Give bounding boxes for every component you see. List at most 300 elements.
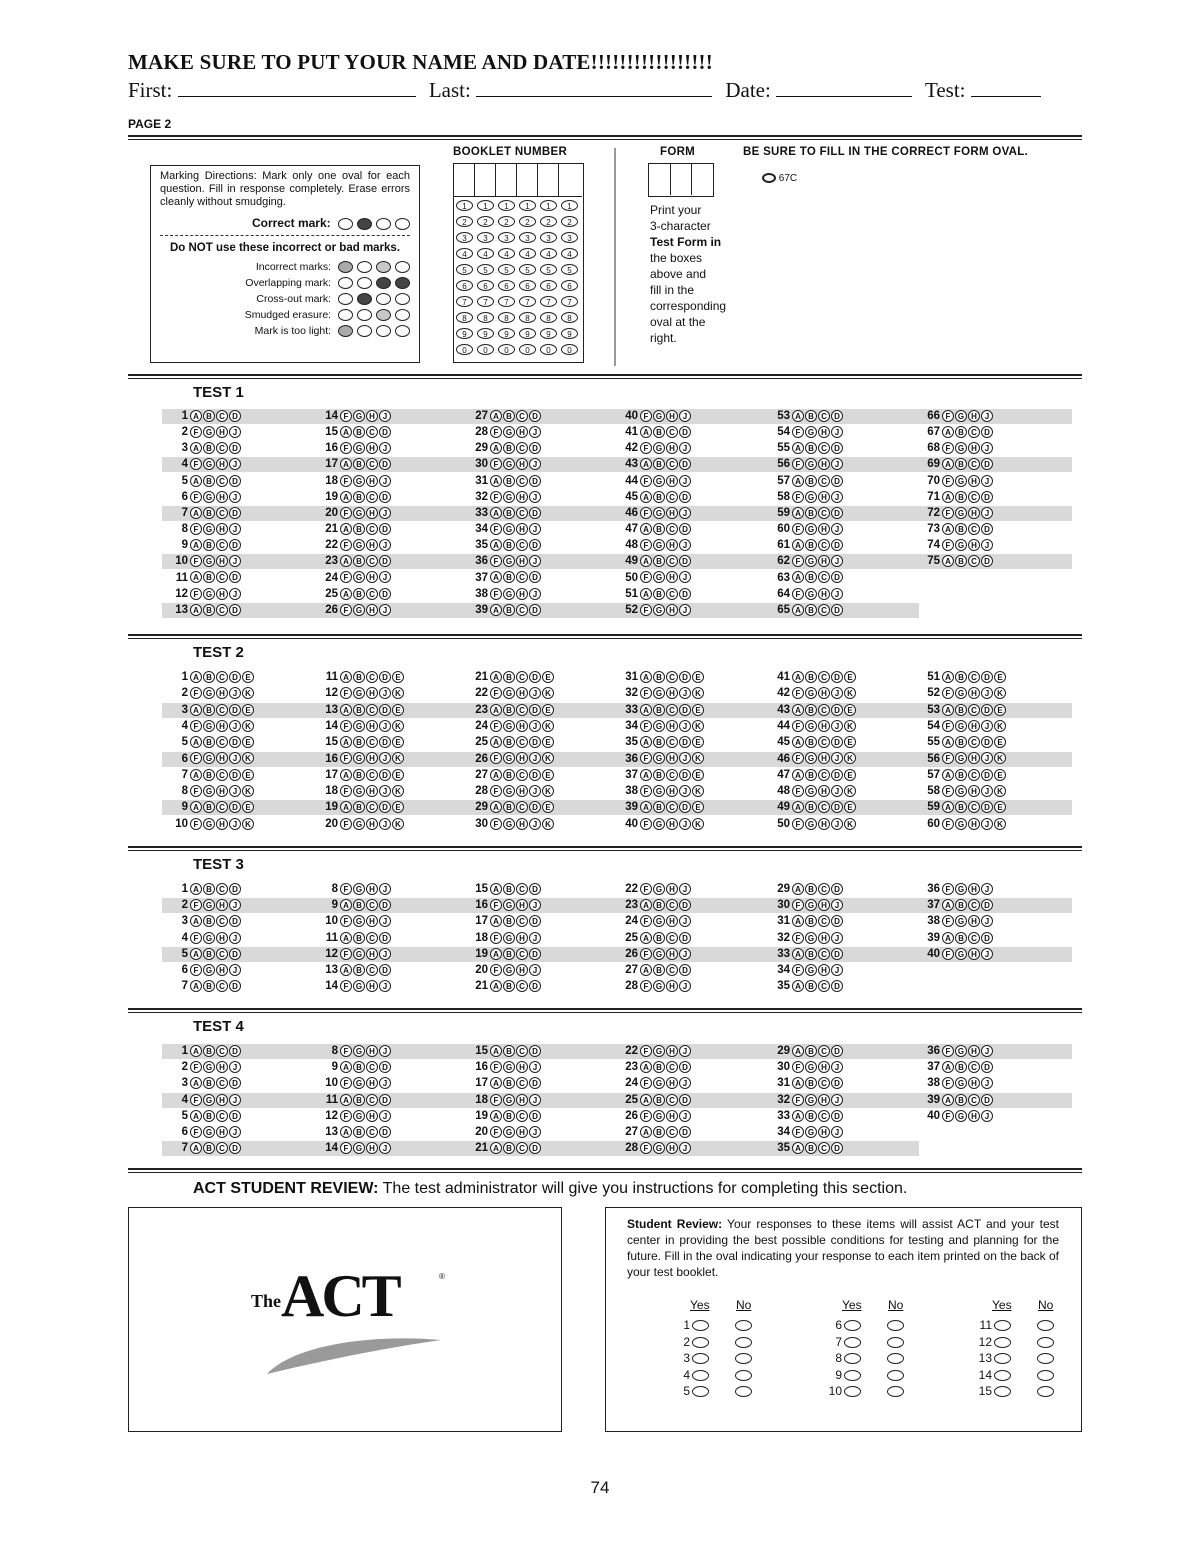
answer-bubble[interactable]: B [503,801,515,813]
answer-bubble[interactable]: H [666,818,678,830]
answer-bubble[interactable]: D [831,475,843,487]
answer-bubble[interactable]: B [353,491,365,503]
answer-bubble[interactable]: D [229,948,241,960]
answer-bubble[interactable]: G [353,604,365,616]
answer-bubble[interactable]: D [529,1110,541,1122]
answer-bubble[interactable]: H [366,818,378,830]
answer-bubble[interactable]: B [203,948,215,960]
answer-bubble[interactable]: A [640,491,652,503]
answer-bubble[interactable]: J [831,785,843,797]
answer-bubble[interactable]: D [981,523,993,535]
answer-bubble[interactable]: A [190,410,202,422]
answer-bubble[interactable]: E [542,704,554,716]
answer-bubble[interactable]: G [503,588,515,600]
answer-bubble[interactable]: H [366,1110,378,1122]
answer-bubble[interactable]: C [516,980,528,992]
answer-bubble[interactable]: A [340,491,352,503]
answer-bubble[interactable]: J [831,964,843,976]
answer-bubble[interactable]: H [666,687,678,699]
answer-bubble[interactable]: H [216,818,228,830]
answer-bubble[interactable]: A [942,736,954,748]
answer-bubble[interactable]: D [831,1077,843,1089]
answer-bubble[interactable]: K [994,785,1006,797]
answer-bubble[interactable]: D [229,915,241,927]
answer-bubble[interactable]: K [242,687,254,699]
answer-bubble[interactable]: D [379,801,391,813]
answer-bubble[interactable]: D [229,475,241,487]
answer-bubble[interactable]: J [379,720,391,732]
answer-bubble[interactable]: F [942,475,954,487]
answer-bubble[interactable]: A [190,442,202,454]
answer-bubble[interactable]: D [679,671,691,683]
answer-bubble[interactable]: A [490,410,502,422]
answer-bubble[interactable]: C [968,523,980,535]
answer-bubble[interactable]: J [379,915,391,927]
answer-bubble[interactable]: G [203,932,215,944]
answer-bubble[interactable]: C [366,671,378,683]
answer-bubble[interactable]: J [831,1126,843,1138]
answer-bubble[interactable]: H [666,571,678,583]
answer-bubble[interactable]: C [216,1045,228,1057]
answer-bubble[interactable]: G [503,1061,515,1073]
answer-bubble[interactable]: H [216,1061,228,1073]
review-no-oval[interactable] [887,1386,904,1397]
answer-bubble[interactable]: C [666,801,678,813]
answer-bubble[interactable]: F [640,442,652,454]
answer-bubble[interactable]: J [379,818,391,830]
answer-bubble[interactable]: C [666,932,678,944]
answer-bubble[interactable]: D [679,932,691,944]
answer-bubble[interactable]: D [831,801,843,813]
answer-bubble[interactable]: B [805,604,817,616]
answer-bubble[interactable]: G [653,442,665,454]
answer-bubble[interactable]: J [831,1094,843,1106]
answer-bubble[interactable]: C [366,523,378,535]
review-yes-oval[interactable] [692,1370,709,1381]
answer-bubble[interactable]: A [942,491,954,503]
answer-bubble[interactable]: G [955,752,967,764]
answer-bubble[interactable]: B [503,475,515,487]
answer-bubble[interactable]: A [190,604,202,616]
answer-bubble[interactable]: J [229,491,241,503]
answer-bubble[interactable]: H [968,785,980,797]
answer-bubble[interactable]: B [805,507,817,519]
answer-bubble[interactable]: C [968,555,980,567]
answer-bubble[interactable]: D [679,964,691,976]
answer-bubble[interactable]: G [503,932,515,944]
answer-bubble[interactable]: K [392,687,404,699]
answer-bubble[interactable]: C [516,801,528,813]
answer-bubble[interactable]: B [955,1094,967,1106]
answer-bubble[interactable]: D [679,1126,691,1138]
answer-bubble[interactable]: C [666,769,678,781]
answer-bubble[interactable]: D [831,980,843,992]
answer-bubble[interactable]: J [529,818,541,830]
answer-bubble[interactable]: F [942,1110,954,1122]
answer-bubble[interactable]: D [229,980,241,992]
answer-bubble[interactable]: H [968,752,980,764]
answer-bubble[interactable]: D [981,704,993,716]
answer-bubble[interactable]: B [503,1077,515,1089]
answer-bubble[interactable]: C [216,948,228,960]
answer-bubble[interactable]: A [640,1126,652,1138]
booklet-digit-oval[interactable]: 0 [456,344,473,355]
answer-bubble[interactable]: D [379,588,391,600]
review-yes-oval[interactable] [844,1386,861,1397]
answer-bubble[interactable]: C [366,458,378,470]
answer-bubble[interactable]: A [490,442,502,454]
answer-bubble[interactable]: K [692,720,704,732]
booklet-digit-oval[interactable]: 9 [540,328,557,339]
review-yes-oval[interactable] [844,1370,861,1381]
booklet-digit-oval[interactable]: 8 [519,312,536,323]
answer-bubble[interactable]: D [831,410,843,422]
review-no-oval[interactable] [735,1386,752,1397]
answer-bubble[interactable]: H [516,964,528,976]
answer-bubble[interactable]: G [503,523,515,535]
answer-bubble[interactable]: H [666,1142,678,1154]
answer-bubble[interactable]: A [792,1142,804,1154]
answer-bubble[interactable]: B [353,801,365,813]
answer-bubble[interactable]: F [190,752,202,764]
answer-bubble[interactable]: F [190,1126,202,1138]
answer-bubble[interactable]: H [968,1110,980,1122]
answer-bubble[interactable]: B [503,1142,515,1154]
answer-bubble[interactable]: H [818,964,830,976]
answer-bubble[interactable]: G [203,1126,215,1138]
answer-bubble[interactable]: D [679,588,691,600]
answer-bubble[interactable]: B [805,736,817,748]
answer-bubble[interactable]: G [653,1045,665,1057]
answer-bubble[interactable]: C [366,736,378,748]
answer-bubble[interactable]: H [216,491,228,503]
answer-bubble[interactable]: H [666,604,678,616]
answer-bubble[interactable]: F [942,442,954,454]
answer-bubble[interactable]: D [229,1077,241,1089]
answer-bubble[interactable]: G [503,964,515,976]
booklet-digit-oval[interactable]: 8 [477,312,494,323]
answer-bubble[interactable]: E [844,769,856,781]
answer-bubble[interactable]: C [516,1110,528,1122]
answer-bubble[interactable]: K [392,818,404,830]
answer-bubble[interactable]: A [942,523,954,535]
answer-bubble[interactable]: H [968,1045,980,1057]
answer-bubble[interactable]: H [818,899,830,911]
answer-bubble[interactable]: E [994,801,1006,813]
answer-bubble[interactable]: J [981,785,993,797]
answer-bubble[interactable]: D [379,1094,391,1106]
answer-bubble[interactable]: D [981,899,993,911]
answer-bubble[interactable]: J [229,720,241,732]
answer-bubble[interactable]: H [366,915,378,927]
answer-bubble[interactable]: C [666,1061,678,1073]
answer-bubble[interactable]: C [818,769,830,781]
answer-bubble[interactable]: D [529,571,541,583]
answer-bubble[interactable]: J [981,818,993,830]
answer-bubble[interactable]: C [516,883,528,895]
answer-bubble[interactable]: H [818,1061,830,1073]
booklet-digit-oval[interactable]: 7 [519,296,536,307]
answer-bubble[interactable]: A [640,1061,652,1073]
review-no-oval[interactable] [1037,1353,1054,1364]
review-no-oval[interactable] [887,1353,904,1364]
answer-bubble[interactable]: J [379,687,391,699]
answer-bubble[interactable]: B [353,1061,365,1073]
answer-bubble[interactable]: F [942,883,954,895]
answer-bubble[interactable]: F [640,980,652,992]
answer-bubble[interactable]: J [679,818,691,830]
answer-bubble[interactable]: J [679,752,691,764]
answer-bubble[interactable]: H [366,507,378,519]
answer-bubble[interactable]: J [379,948,391,960]
answer-bubble[interactable]: H [366,1045,378,1057]
answer-bubble[interactable]: D [379,671,391,683]
answer-bubble[interactable]: B [955,523,967,535]
answer-bubble[interactable]: A [190,1110,202,1122]
answer-bubble[interactable]: A [792,442,804,454]
answer-bubble[interactable]: J [379,980,391,992]
booklet-digit-oval[interactable]: 3 [498,232,515,243]
answer-bubble[interactable]: D [529,1077,541,1089]
answer-bubble[interactable]: F [640,1077,652,1089]
answer-bubble[interactable]: H [818,687,830,699]
answer-bubble[interactable]: G [653,818,665,830]
answer-bubble[interactable]: H [516,785,528,797]
answer-bubble[interactable]: A [340,671,352,683]
answer-bubble[interactable]: F [490,720,502,732]
booklet-digit-oval[interactable]: 9 [456,328,473,339]
answer-bubble[interactable]: J [229,899,241,911]
answer-bubble[interactable]: C [968,491,980,503]
answer-bubble[interactable]: H [818,752,830,764]
answer-bubble[interactable]: A [792,948,804,960]
answer-bubble[interactable]: H [366,571,378,583]
answer-bubble[interactable]: H [818,491,830,503]
answer-bubble[interactable]: K [844,687,856,699]
review-no-oval[interactable] [1037,1370,1054,1381]
answer-bubble[interactable]: D [379,555,391,567]
answer-bubble[interactable]: A [792,736,804,748]
answer-bubble[interactable]: A [640,801,652,813]
answer-bubble[interactable]: A [942,1061,954,1073]
answer-bubble[interactable]: F [340,1142,352,1154]
answer-bubble[interactable]: G [203,752,215,764]
answer-bubble[interactable]: B [503,1045,515,1057]
answer-bubble[interactable]: J [679,571,691,583]
answer-bubble[interactable]: B [805,883,817,895]
answer-bubble[interactable]: B [805,475,817,487]
answer-bubble[interactable]: E [994,769,1006,781]
answer-bubble[interactable]: D [529,604,541,616]
booklet-digit-oval[interactable]: 6 [561,280,578,291]
answer-bubble[interactable]: D [529,507,541,519]
answer-bubble[interactable]: A [340,704,352,716]
answer-bubble[interactable]: D [379,426,391,438]
answer-bubble[interactable]: C [516,769,528,781]
booklet-digit-oval[interactable]: 1 [498,200,515,211]
answer-bubble[interactable]: J [529,491,541,503]
answer-bubble[interactable]: H [216,523,228,535]
answer-bubble[interactable]: E [542,671,554,683]
answer-bubble[interactable]: D [229,671,241,683]
answer-bubble[interactable]: D [831,915,843,927]
answer-bubble[interactable]: H [818,555,830,567]
answer-bubble[interactable]: B [203,1077,215,1089]
answer-bubble[interactable]: B [653,704,665,716]
answer-bubble[interactable]: D [679,458,691,470]
answer-bubble[interactable]: G [353,948,365,960]
answer-bubble[interactable]: H [216,1094,228,1106]
answer-bubble[interactable]: H [968,475,980,487]
answer-bubble[interactable]: H [666,883,678,895]
answer-bubble[interactable]: D [679,491,691,503]
answer-bubble[interactable]: D [229,1142,241,1154]
answer-bubble[interactable]: A [640,964,652,976]
answer-bubble[interactable]: J [679,948,691,960]
answer-bubble[interactable]: A [640,671,652,683]
booklet-digit-oval[interactable]: 5 [561,264,578,275]
answer-bubble[interactable]: H [666,410,678,422]
answer-bubble[interactable]: H [216,555,228,567]
answer-bubble[interactable]: F [490,1126,502,1138]
answer-bubble[interactable]: D [831,442,843,454]
answer-bubble[interactable]: G [203,588,215,600]
answer-bubble[interactable]: F [340,475,352,487]
answer-bubble[interactable]: A [640,426,652,438]
answer-bubble[interactable]: D [379,704,391,716]
answer-bubble[interactable]: K [542,785,554,797]
answer-bubble[interactable]: C [968,426,980,438]
answer-bubble[interactable]: G [353,883,365,895]
answer-bubble[interactable]: F [942,752,954,764]
answer-bubble[interactable]: G [805,1094,817,1106]
booklet-digit-oval[interactable]: 6 [477,280,494,291]
answer-bubble[interactable]: G [653,752,665,764]
answer-bubble[interactable]: J [831,458,843,470]
answer-bubble[interactable]: A [490,883,502,895]
answer-bubble[interactable]: C [516,1142,528,1154]
answer-bubble[interactable]: F [792,964,804,976]
answer-bubble[interactable]: C [516,571,528,583]
answer-bubble[interactable]: F [942,915,954,927]
last-name-field[interactable] [476,78,712,97]
answer-bubble[interactable]: B [203,507,215,519]
answer-bubble[interactable]: F [190,523,202,535]
answer-bubble[interactable]: A [490,980,502,992]
answer-bubble[interactable]: F [190,932,202,944]
answer-bubble[interactable]: A [190,1045,202,1057]
answer-bubble[interactable]: C [666,1126,678,1138]
answer-bubble[interactable]: J [229,588,241,600]
answer-bubble[interactable]: K [844,785,856,797]
answer-bubble[interactable]: J [229,555,241,567]
answer-bubble[interactable]: A [190,801,202,813]
answer-bubble[interactable]: A [490,736,502,748]
answer-bubble[interactable]: G [353,980,365,992]
answer-bubble[interactable]: J [229,687,241,699]
answer-bubble[interactable]: K [692,785,704,797]
answer-bubble[interactable]: D [229,571,241,583]
answer-bubble[interactable]: G [653,475,665,487]
answer-bubble[interactable]: G [653,915,665,927]
answer-bubble[interactable]: H [366,752,378,764]
answer-bubble[interactable]: D [831,1142,843,1154]
answer-bubble[interactable]: C [968,1094,980,1106]
answer-bubble[interactable]: D [529,671,541,683]
answer-bubble[interactable]: J [981,442,993,454]
answer-bubble[interactable]: B [805,769,817,781]
answer-bubble[interactable]: C [216,410,228,422]
answer-bubble[interactable]: C [968,801,980,813]
answer-bubble[interactable]: H [366,410,378,422]
answer-bubble[interactable]: J [379,1110,391,1122]
answer-bubble[interactable]: G [653,1077,665,1089]
review-no-oval[interactable] [735,1353,752,1364]
answer-bubble[interactable]: F [792,491,804,503]
answer-bubble[interactable]: G [503,720,515,732]
answer-bubble[interactable]: F [340,507,352,519]
booklet-digit-oval[interactable]: 2 [477,216,494,227]
answer-bubble[interactable]: A [490,948,502,960]
answer-bubble[interactable]: B [503,442,515,454]
answer-bubble[interactable]: C [666,736,678,748]
answer-bubble[interactable]: H [968,539,980,551]
booklet-digit-oval[interactable]: 5 [477,264,494,275]
booklet-digit-oval[interactable]: 5 [540,264,557,275]
answer-bubble[interactable]: A [190,475,202,487]
booklet-digit-oval[interactable]: 4 [498,248,515,259]
answer-bubble[interactable]: H [366,785,378,797]
answer-bubble[interactable]: G [805,588,817,600]
answer-bubble[interactable]: H [968,507,980,519]
answer-bubble[interactable]: G [805,964,817,976]
answer-bubble[interactable]: D [679,801,691,813]
booklet-digit-oval[interactable]: 9 [519,328,536,339]
booklet-digit-oval[interactable]: 0 [498,344,515,355]
answer-bubble[interactable]: C [366,801,378,813]
answer-bubble[interactable]: A [190,704,202,716]
answer-bubble[interactable]: H [666,539,678,551]
answer-bubble[interactable]: F [340,687,352,699]
booklet-digit-oval[interactable]: 0 [561,344,578,355]
answer-bubble[interactable]: H [666,507,678,519]
answer-bubble[interactable]: G [203,785,215,797]
answer-bubble[interactable]: F [792,687,804,699]
answer-bubble[interactable]: F [490,818,502,830]
booklet-digit-oval[interactable]: 2 [519,216,536,227]
answer-bubble[interactable]: G [955,539,967,551]
answer-bubble[interactable]: F [340,948,352,960]
answer-bubble[interactable]: C [516,410,528,422]
booklet-digit-oval[interactable]: 3 [540,232,557,243]
answer-bubble[interactable]: J [679,475,691,487]
answer-bubble[interactable]: J [981,720,993,732]
answer-bubble[interactable]: C [516,475,528,487]
review-no-oval[interactable] [887,1370,904,1381]
answer-bubble[interactable]: F [640,720,652,732]
answer-bubble[interactable]: G [503,687,515,699]
answer-bubble[interactable]: B [503,704,515,716]
answer-bubble[interactable]: J [229,1126,241,1138]
answer-bubble[interactable]: K [542,687,554,699]
answer-bubble[interactable]: C [516,1077,528,1089]
answer-bubble[interactable]: F [190,1061,202,1073]
answer-bubble[interactable]: B [805,948,817,960]
answer-bubble[interactable]: D [379,932,391,944]
answer-bubble[interactable]: C [968,932,980,944]
answer-bubble[interactable]: F [340,752,352,764]
answer-bubble[interactable]: A [190,736,202,748]
